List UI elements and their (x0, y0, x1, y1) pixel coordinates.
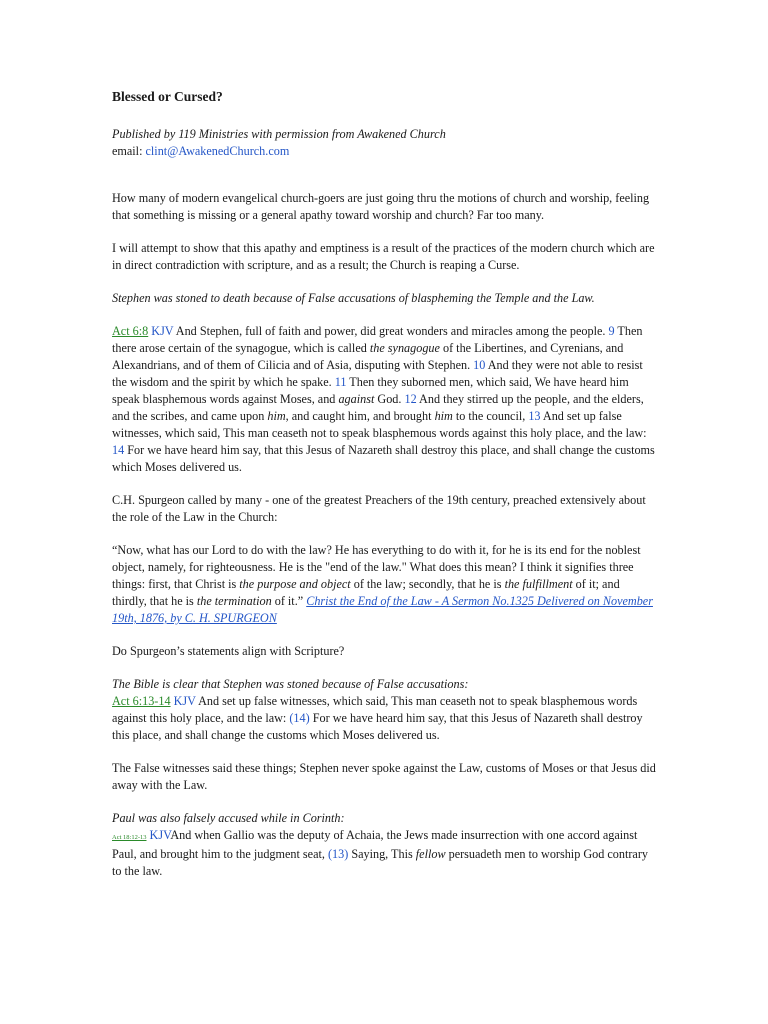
verse-italic: fellow (415, 847, 446, 861)
intro-paragraph: How many of modern evangelical church-goers are just going thru the motions of church and worship, feeling that something is missing or a general apathy toward worship and church? Far too many. (112, 191, 650, 222)
email-line (112, 143, 657, 160)
quote-text: of the law; secondly, that he is (350, 577, 505, 591)
bible-clear-heading (112, 676, 657, 693)
quote-text: of it; and thirdly, that he is (112, 577, 620, 608)
acts18-kjv-link[interactable]: KJV (149, 828, 171, 842)
false-witnesses-paragraph: The False witnesses said these things; Stephen never spoke against the Law, customs of Moses or that Jesus did away with the Law. (112, 761, 656, 792)
verse-number-9[interactable]: 9 (608, 324, 615, 338)
verse-italic: the synagogue (369, 341, 440, 355)
verse-number-11[interactable]: 11 (334, 375, 347, 389)
published-text: Published by 119 Ministries with permission from Awakened Church (112, 127, 446, 141)
verse-text: God. (374, 392, 405, 406)
verse-text: , and caught him, and brought (285, 409, 435, 423)
verse-text: And they were not able to resist the wisdom and the spirit by which he spake. (112, 358, 643, 389)
acts18-ref-link[interactable]: Act 18:12-13 (112, 834, 147, 841)
question-paragraph: Do Spurgeon’s statements align with Scripture? (112, 644, 345, 658)
verse-text: And they stirred up the people, and the elders, and the scribes, and came upon (112, 392, 644, 423)
acts613-kjv-link[interactable]: KJV (173, 694, 196, 708)
acts6-passage (112, 323, 657, 476)
acts613-passage (112, 693, 657, 744)
quote-italic: the purpose and object (239, 577, 351, 591)
verse-text: And Stephen, full of faith and power, did great wonders and miracles among the people. (173, 324, 609, 338)
verse-number-14[interactable]: 14 (112, 443, 125, 457)
acts18-passage (112, 827, 657, 880)
verse-text: And set up false witnesses, which said, This man ceaseth not to speak blasphemous words against this holy place, and the law: (112, 694, 638, 725)
quote-text: of it.” (271, 594, 307, 608)
verse-text: Saying, This (348, 847, 416, 861)
email-link[interactable]: clint@AwakenedChurch.com (145, 144, 290, 158)
page-title: Blessed or Cursed? (112, 89, 223, 104)
verse-text: of the Libertines, and Cyrenians, and Alexandrians, and of them of Cilicia and of Asia, disputing with Stephen. (112, 341, 624, 372)
verse-number-14[interactable]: (14) (289, 711, 310, 725)
verse-text: And set up false witnesses, which said, This man ceaseth not to speak blasphemous words against this holy place, and the law: (112, 409, 647, 440)
verse-number-12[interactable]: 12 (404, 392, 417, 406)
verse-text: Then they suborned men, which said, We have heard him speak blasphemous words against Moses, and (112, 375, 629, 406)
verse-text: to the council, (452, 409, 529, 423)
verse-number-10[interactable]: 10 (473, 358, 486, 372)
verse-number-13[interactable]: 13 (528, 409, 541, 423)
acts6-kjv-link[interactable]: KJV (151, 324, 174, 338)
quote-text: “Now, what has our Lord to do with the law? He has everything to do with it, for he is its end for the noblest object, namely, for righteousness. He is the "end of the law." What does this mean? I think it signifies three things: first, that Christ is (112, 543, 641, 591)
verse-text: persuadeth men to worship God contrary to the law. (112, 847, 648, 878)
published-line (112, 126, 657, 143)
verse-text: Then there arose certain of the synagogue, which is called (112, 324, 643, 355)
verse-text: For we have heard him say, that this Jesus of Nazareth shall destroy this place, and shall change the customs which Moses delivered us. (112, 711, 643, 742)
bible-clear-text: The Bible is clear that Stephen was stoned because of False accusations: (112, 677, 469, 691)
quote-italic: the termination (196, 594, 272, 608)
apathy-paragraph: I will attempt to show that this apathy and emptiness is a result of the practices of the modern church which are in direct contradiction with scripture, and as a result; the Church is reaping a Curse. (112, 241, 655, 272)
verse-text: And when Gallio was the deputy of Achaia, the Jews made insurrection with one accord against Paul, and brought him to the judgment seat, (112, 828, 638, 861)
acts6-ref-link[interactable]: Act 6:8 (112, 324, 149, 338)
verse-italic: him (267, 409, 286, 423)
quote-italic: the fulfillment (504, 577, 573, 591)
sermon-link[interactable]: Christ the End of the Law - A Sermon No.1325 Delivered on November 19th, 1876, by C. H. SPURGEON (112, 594, 653, 625)
document-page (112, 88, 657, 896)
verse-text: For we have heard him say, that this Jesus of Nazareth shall destroy this place, and shall change the customs which Moses delivered us. (112, 443, 655, 474)
paul-heading-text: Paul was also falsely accused while in Corinth: (112, 811, 345, 825)
spurgeon-quote (112, 542, 657, 627)
verse-number-13[interactable]: (13) (327, 847, 349, 861)
stephen-heading-text: Stephen was stoned to death because of False accusations of blaspheming the Temple and the Law. (112, 291, 595, 305)
acts613-ref-link[interactable]: Act 6:13-14 (112, 694, 171, 708)
paul-heading (112, 810, 657, 827)
email-label: email: (112, 144, 146, 158)
stephen-heading (112, 290, 657, 307)
verse-italic: him (434, 409, 453, 423)
verse-italic: against (338, 392, 375, 406)
spurgeon-intro: C.H. Spurgeon called by many - one of the greatest Preachers of the 19th century, preached extensively about the role of the Law in the Church: (112, 493, 646, 524)
